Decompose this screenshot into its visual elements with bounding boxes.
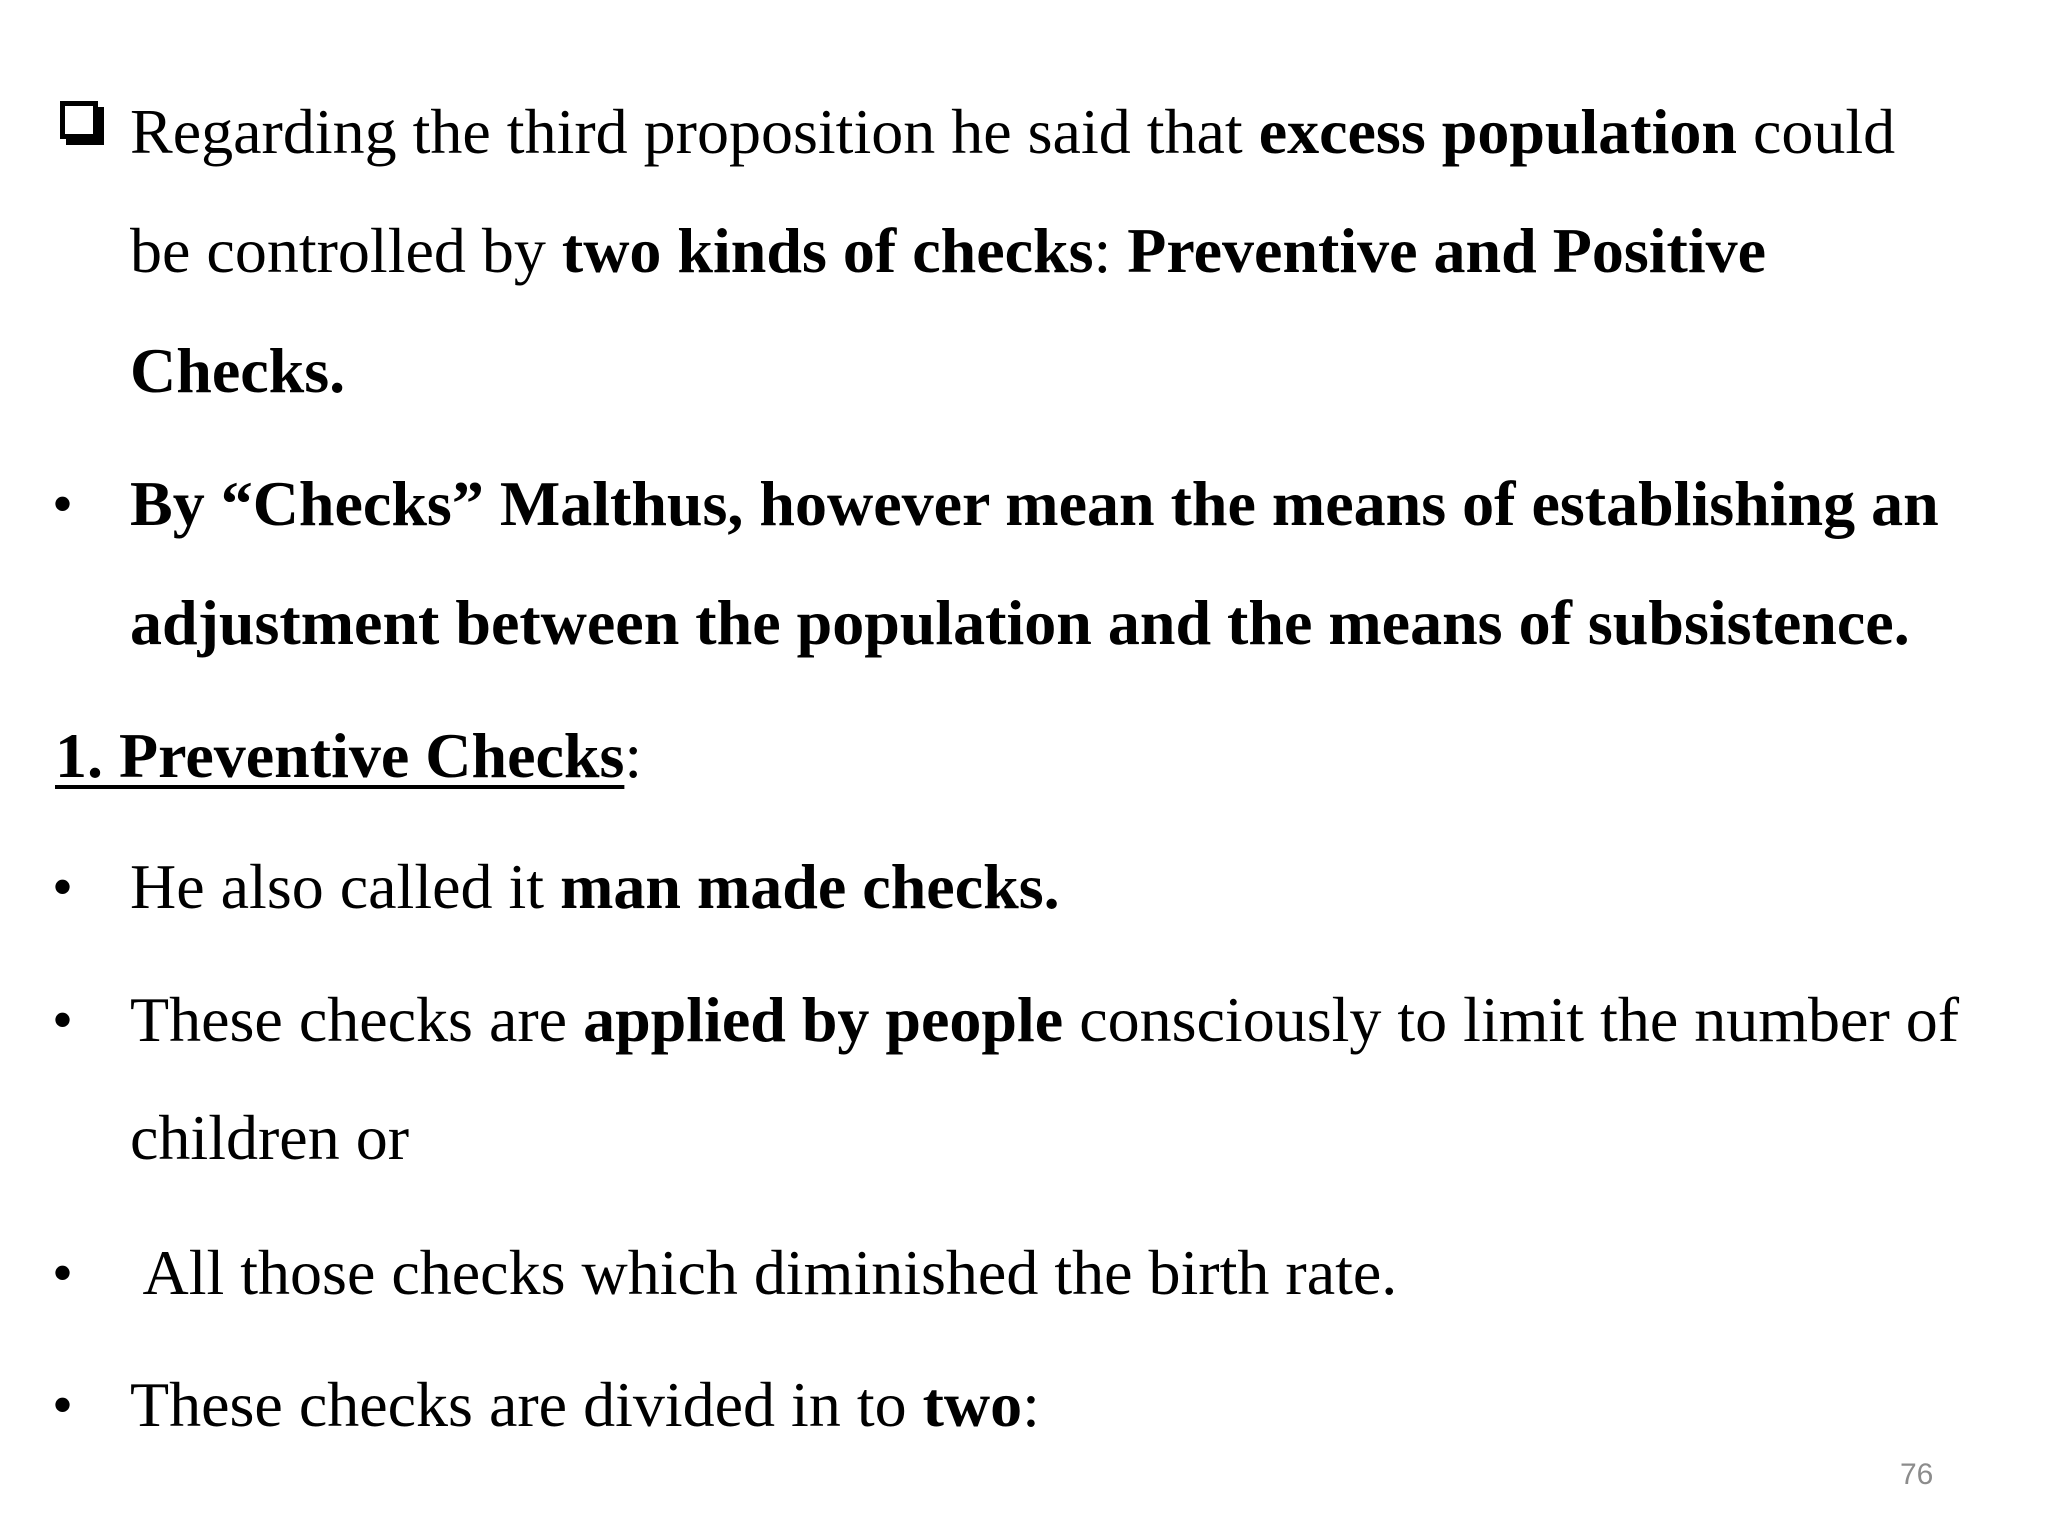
bullet-dot-icon: • xyxy=(52,1372,74,1438)
bullet1-text-a: He also called it xyxy=(130,851,561,922)
bullet2-line1-text-c: consciously to limit the number of xyxy=(1063,984,1960,1055)
bullet4-line xyxy=(130,1369,1040,1441)
item1-line2-text-c: : xyxy=(1093,215,1128,286)
item1-line2-text-a: be controlled by xyxy=(130,215,562,286)
item1-line2-bold-b: two kinds of checks xyxy=(561,215,1094,286)
item1-line1-text-c: could xyxy=(1736,96,1896,167)
section-heading-text: 1. Preventive Checks xyxy=(55,720,625,791)
bullet2-line2-text: children or xyxy=(130,1102,409,1173)
item1-line1 xyxy=(130,96,1895,168)
bullet3-text: All those checks which diminished the birth rate. xyxy=(130,1237,1398,1308)
item2-line1 xyxy=(130,468,1939,540)
item1-line1-bold: excess population xyxy=(1258,96,1737,167)
item1-line1-text-a: Regarding the third proposition he said that xyxy=(130,96,1259,167)
bullet2-line2 xyxy=(130,1102,409,1174)
checkbox-square-icon xyxy=(60,101,98,139)
item1-line3 xyxy=(130,335,345,407)
page-number: 76 xyxy=(1900,1458,1934,1491)
section-heading xyxy=(55,720,642,792)
bullet-dot-icon: • xyxy=(52,987,74,1053)
item1-line2 xyxy=(130,215,1766,287)
bullet2-line1-bold: applied by people xyxy=(583,984,1064,1055)
bullet-dot-icon: • xyxy=(52,1240,74,1306)
bullet4-bold: two xyxy=(922,1369,1023,1440)
item1-line2-bold-d: Preventive and Positive xyxy=(1127,215,1766,286)
bullet3-line xyxy=(130,1237,1397,1309)
section-heading-suffix: : xyxy=(624,720,643,791)
bullet1-bold: man made checks. xyxy=(560,851,1060,922)
bullet-dot-icon: • xyxy=(52,854,74,920)
item2-line2-bold: adjustment between the population and the means of subsistence. xyxy=(130,587,1910,658)
bullet4-text-a: These checks are divided in to xyxy=(130,1369,923,1440)
bullet-dot-icon: • xyxy=(52,471,74,537)
bullet2-line1-text-a: These checks are xyxy=(130,984,584,1055)
item2-line1-bold: By “Checks” Malthus, however mean the means of establishing an xyxy=(130,468,1939,539)
item2-line2 xyxy=(130,587,1910,659)
bullet1-line xyxy=(130,851,1060,923)
item1-line3-bold: Checks. xyxy=(130,335,346,406)
bullet4-text-c: : xyxy=(1022,1369,1040,1440)
bullet2-line1 xyxy=(130,984,1959,1056)
